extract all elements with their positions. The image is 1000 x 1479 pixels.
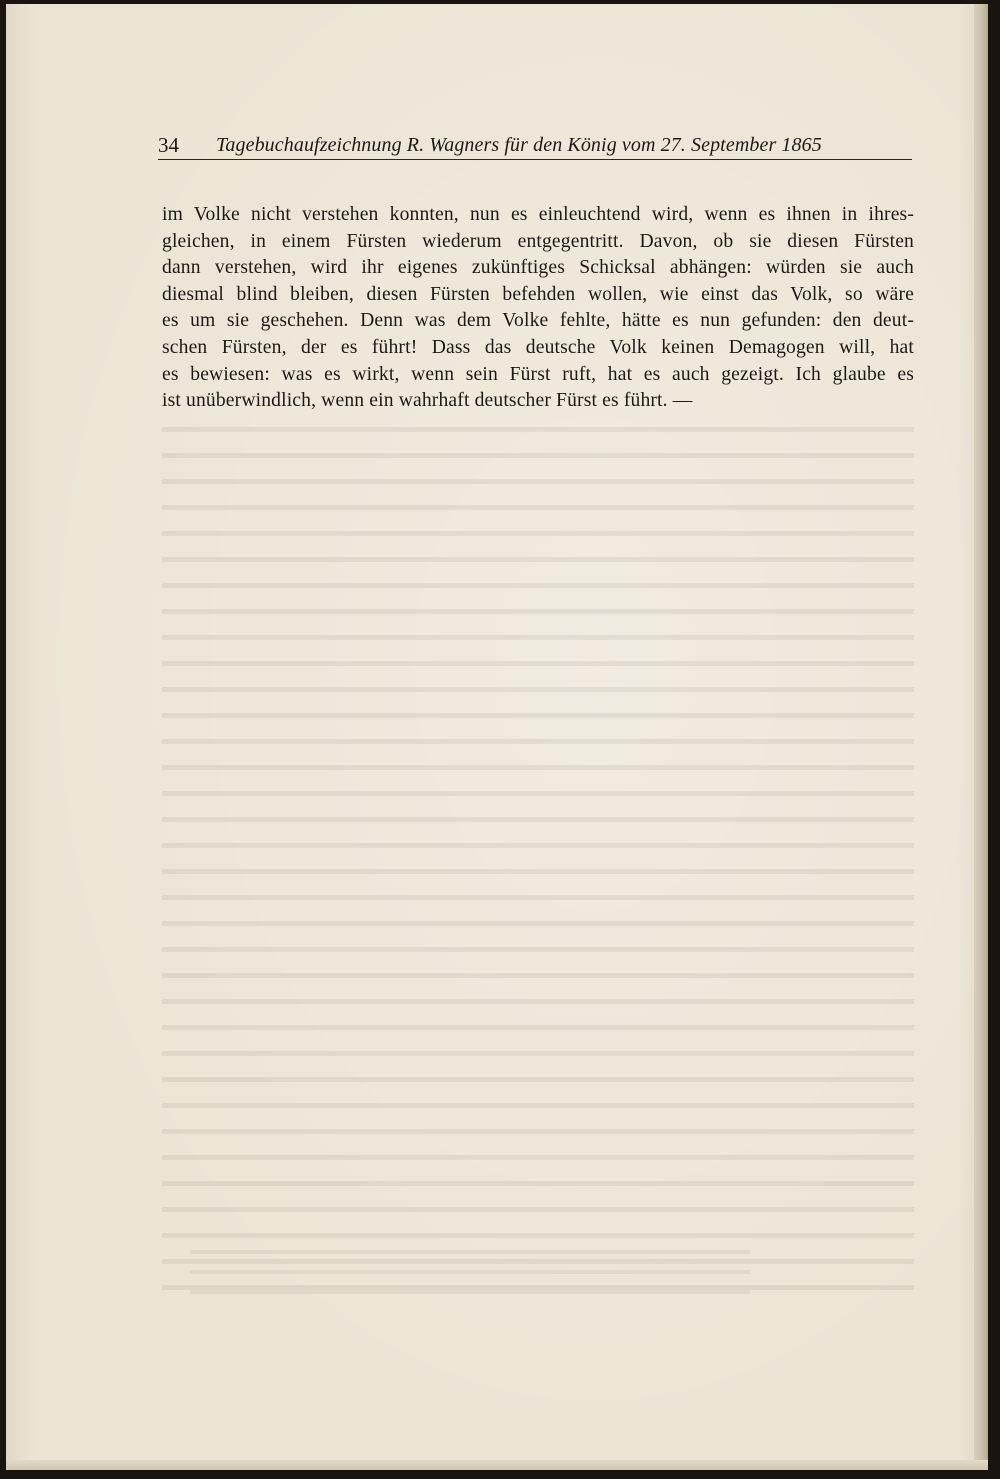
text-line: es bewiesen: was es wirkt, wenn sein Fürst ruft, hat es auch gezeigt. Ich glaube es xyxy=(162,363,914,385)
text-line: ist unüberwindlich, wenn ein wahrhaft deutscher Fürst es führt. — xyxy=(162,390,693,412)
text-line: gleichen, in einem Fürsten wiederum entgegentritt. Davon, ob sie diesen Fürsten xyxy=(162,230,914,252)
reverse-side-footnote-bleed xyxy=(190,1240,750,1310)
text-line: dann verstehen, wird ihr eigenes zukünftiges Schicksal abhängen: würden sie auch xyxy=(162,257,914,279)
page-edge-bottom xyxy=(6,1460,988,1470)
text-line: im Volke nicht verstehen konnten, nun es einleuchtend wird, wenn es ihnen in ihres- xyxy=(162,204,914,225)
text-line: diesmal blind bleiben, diesen Fürsten befehden wollen, wie einst das Volk, so wäre xyxy=(162,283,914,305)
text-line: es um sie geschehen. Denn was dem Volke fehlte, hätte es nun gefunden: den deut- xyxy=(162,310,914,332)
page-number: 34 xyxy=(158,133,179,157)
text-line: schen Fürsten, der es führt! Dass das deutsche Volk keinen Demagogen will, hat xyxy=(162,336,914,358)
page-header xyxy=(158,131,912,161)
body-paragraph xyxy=(162,202,914,415)
running-head: Tagebuchaufzeichnung R. Wagners für den König vom 27. September 1865 xyxy=(216,134,822,156)
header-rule xyxy=(158,159,912,160)
page-edge-right xyxy=(974,4,988,1470)
